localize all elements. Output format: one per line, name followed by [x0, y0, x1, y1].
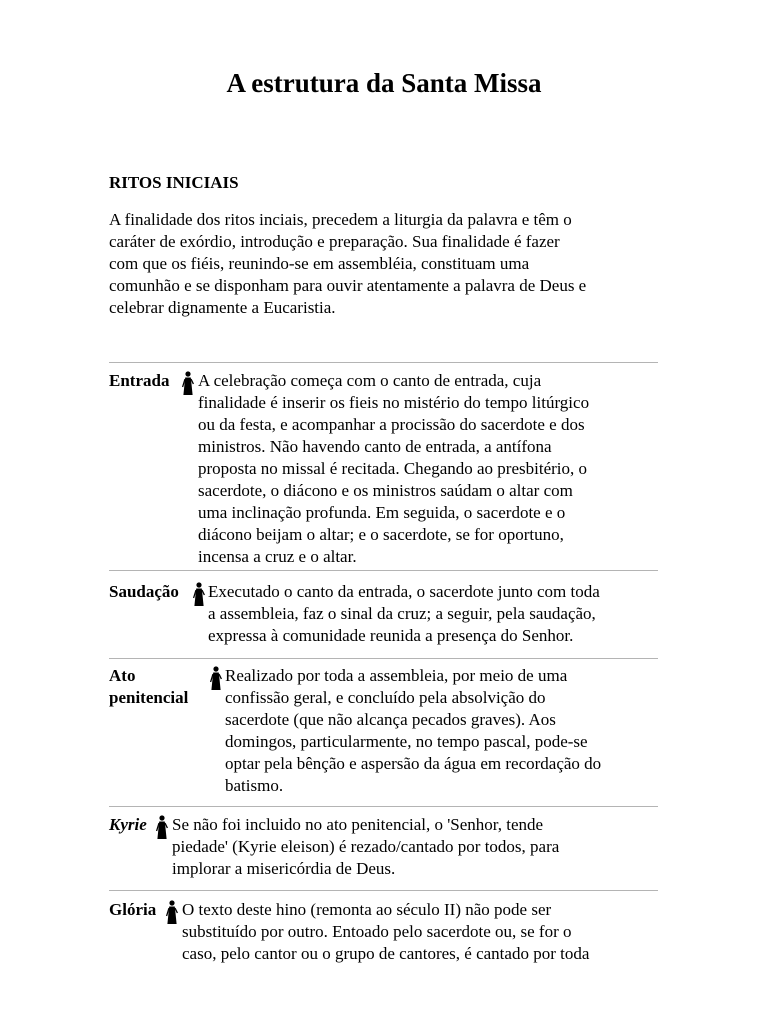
rite-line: diácono beijam o altar; e o sacerdote, se for oportuno,	[198, 525, 564, 544]
rite-line: ou da festa, e acompanhar a procissão do sacerdote e dos	[198, 415, 585, 434]
rite-line: a assembleia, faz o sinal da cruz; a seguir, pela saudação,	[208, 604, 596, 623]
page-title: A estrutura da Santa Missa	[226, 68, 542, 98]
rite-line: sacerdote, o diácono e os ministros saúdam o altar com	[198, 481, 573, 500]
intro-line: comunhão e se disponham para ouvir atentamente a palavra de Deus e	[109, 276, 587, 295]
standing-figure-icon	[193, 582, 206, 608]
rite-description	[198, 370, 658, 568]
rite-line: uma inclinação profunda. Em seguida, o sacerdote e o	[198, 503, 566, 522]
rite-description	[182, 899, 662, 965]
rite-description	[208, 581, 660, 647]
rite-line: piedade' (Kyrie eleison) é rezado/cantado por todos, para	[172, 837, 560, 856]
rite-line: proposta no missal é recitada. Chegando ao presbitério, o	[198, 459, 587, 478]
rite-line: finalidade é inserir os fieis no mistério do tempo litúrgico	[198, 393, 590, 412]
standing-figure-icon	[156, 815, 169, 841]
rite-line: substituído por outro. Entoado pelo sacerdote ou, se for o	[182, 922, 572, 941]
rite-description	[172, 814, 660, 880]
rite-description	[225, 665, 660, 797]
rite-line: confissão geral, e concluído pela absolvição do	[225, 688, 546, 707]
divider	[109, 658, 658, 659]
rite-line: implorar a misericórdia de Deus.	[172, 859, 396, 878]
rite-line: Executado o canto da entrada, o sacerdote junto com toda	[208, 582, 600, 601]
rite-line: expressa à comunidade reunida a presença do Senhor.	[208, 626, 574, 645]
standing-figure-icon	[182, 371, 195, 397]
rite-label: Glória	[109, 900, 157, 919]
rite-line: batismo.	[225, 776, 284, 795]
intro-line: caráter de exórdio, introdução e preparação. Sua finalidade é fazer	[109, 232, 560, 251]
rite-line: Realizado por toda a assembleia, por meio de uma	[225, 666, 568, 685]
divider	[109, 806, 658, 807]
divider	[109, 570, 658, 571]
intro-paragraph	[109, 209, 664, 319]
rite-line: incensa a cruz e o altar.	[198, 547, 357, 566]
divider	[109, 362, 658, 363]
rite-line: sacerdote (que não alcança pecados graves). Aos	[225, 710, 556, 729]
rite-line: optar pela bênção e aspersão da água em recordação do	[225, 754, 602, 773]
intro-line: celebrar dignamente a Eucaristia.	[109, 298, 336, 317]
rite-line: Se não foi incluido no ato penitencial, o 'Senhor, tende	[172, 815, 544, 834]
rite-label-line: Ato	[109, 666, 136, 685]
rite-line: domingos, particularmente, no tempo pascal, pode-se	[225, 732, 588, 751]
standing-figure-icon	[166, 900, 179, 926]
section-heading: RITOS INICIAIS	[109, 173, 239, 192]
intro-line: A finalidade dos ritos inciais, precedem a liturgia da palavra e têm o	[109, 210, 572, 229]
divider	[109, 890, 658, 891]
rite-line: caso, pelo cantor ou o grupo de cantores, é cantado por toda	[182, 944, 590, 963]
rite-label	[109, 665, 188, 709]
intro-line: com que os fiéis, reunindo-se em assembléia, constituam uma	[109, 254, 530, 273]
rite-label-line: penitencial	[109, 688, 189, 707]
rite-line: ministros. Não havendo canto de entrada, a antífona	[198, 437, 552, 456]
standing-figure-icon	[210, 666, 223, 692]
rite-label: Entrada	[109, 371, 170, 390]
rite-label: Kyrie	[109, 815, 147, 834]
rite-line: O texto deste hino (remonta ao século II) não pode ser	[182, 900, 552, 919]
rite-line: A celebração começa com o canto de entrada, cuja	[198, 371, 542, 390]
rite-label: Saudação	[109, 582, 179, 601]
